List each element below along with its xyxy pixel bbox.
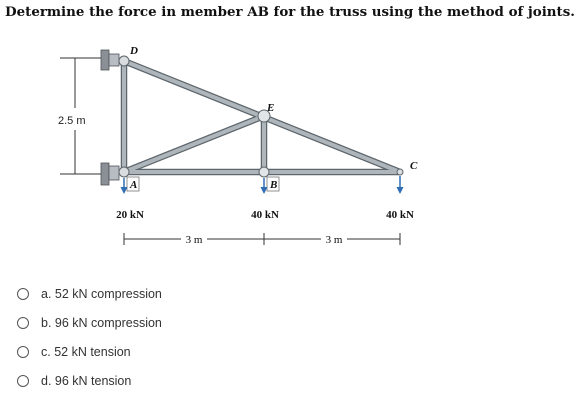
radio-c[interactable] [17,346,29,358]
load-label-A: 20 kN [116,209,144,221]
radio-b[interactable] [17,317,29,329]
joint-B [259,167,269,177]
option-c-label[interactable]: c. 52 kN tension [41,344,131,359]
option-b[interactable] [17,308,162,337]
height-dimension-label: 2.5 m [58,115,86,127]
wall-support-top [101,50,119,70]
joint-label-D: D [130,45,138,57]
option-d[interactable] [17,366,162,395]
answer-options [17,279,162,395]
option-c[interactable] [17,337,162,366]
span-label-BC: 3 m [325,234,343,246]
joint-A [119,167,129,177]
span-dimension [124,233,400,245]
joint-C [397,169,403,175]
radio-a[interactable] [17,288,29,300]
joint-label-B: B [270,179,278,191]
member-AE [124,116,264,172]
load-label-B: 40 kN [251,209,279,221]
wall-support-bottom [101,163,119,185]
option-b-label[interactable]: b. 96 kN compression [41,315,162,330]
joint-label-C: C [410,160,418,172]
joint-label-E: E [267,102,275,114]
load-label-C: 40 kN [386,209,414,221]
span-label-AB: 3 m [185,234,203,246]
option-a-label[interactable]: a. 52 kN compression [41,286,162,301]
option-a[interactable] [17,279,162,308]
joint-D [119,56,129,66]
radio-d[interactable] [17,375,29,387]
option-d-label[interactable]: d. 96 kN tension [41,373,132,388]
question-text: Determine the force in member AB for the truss using the method of joints. [5,4,575,20]
load-arrows [121,176,404,194]
joint-label-A: A [130,179,138,191]
